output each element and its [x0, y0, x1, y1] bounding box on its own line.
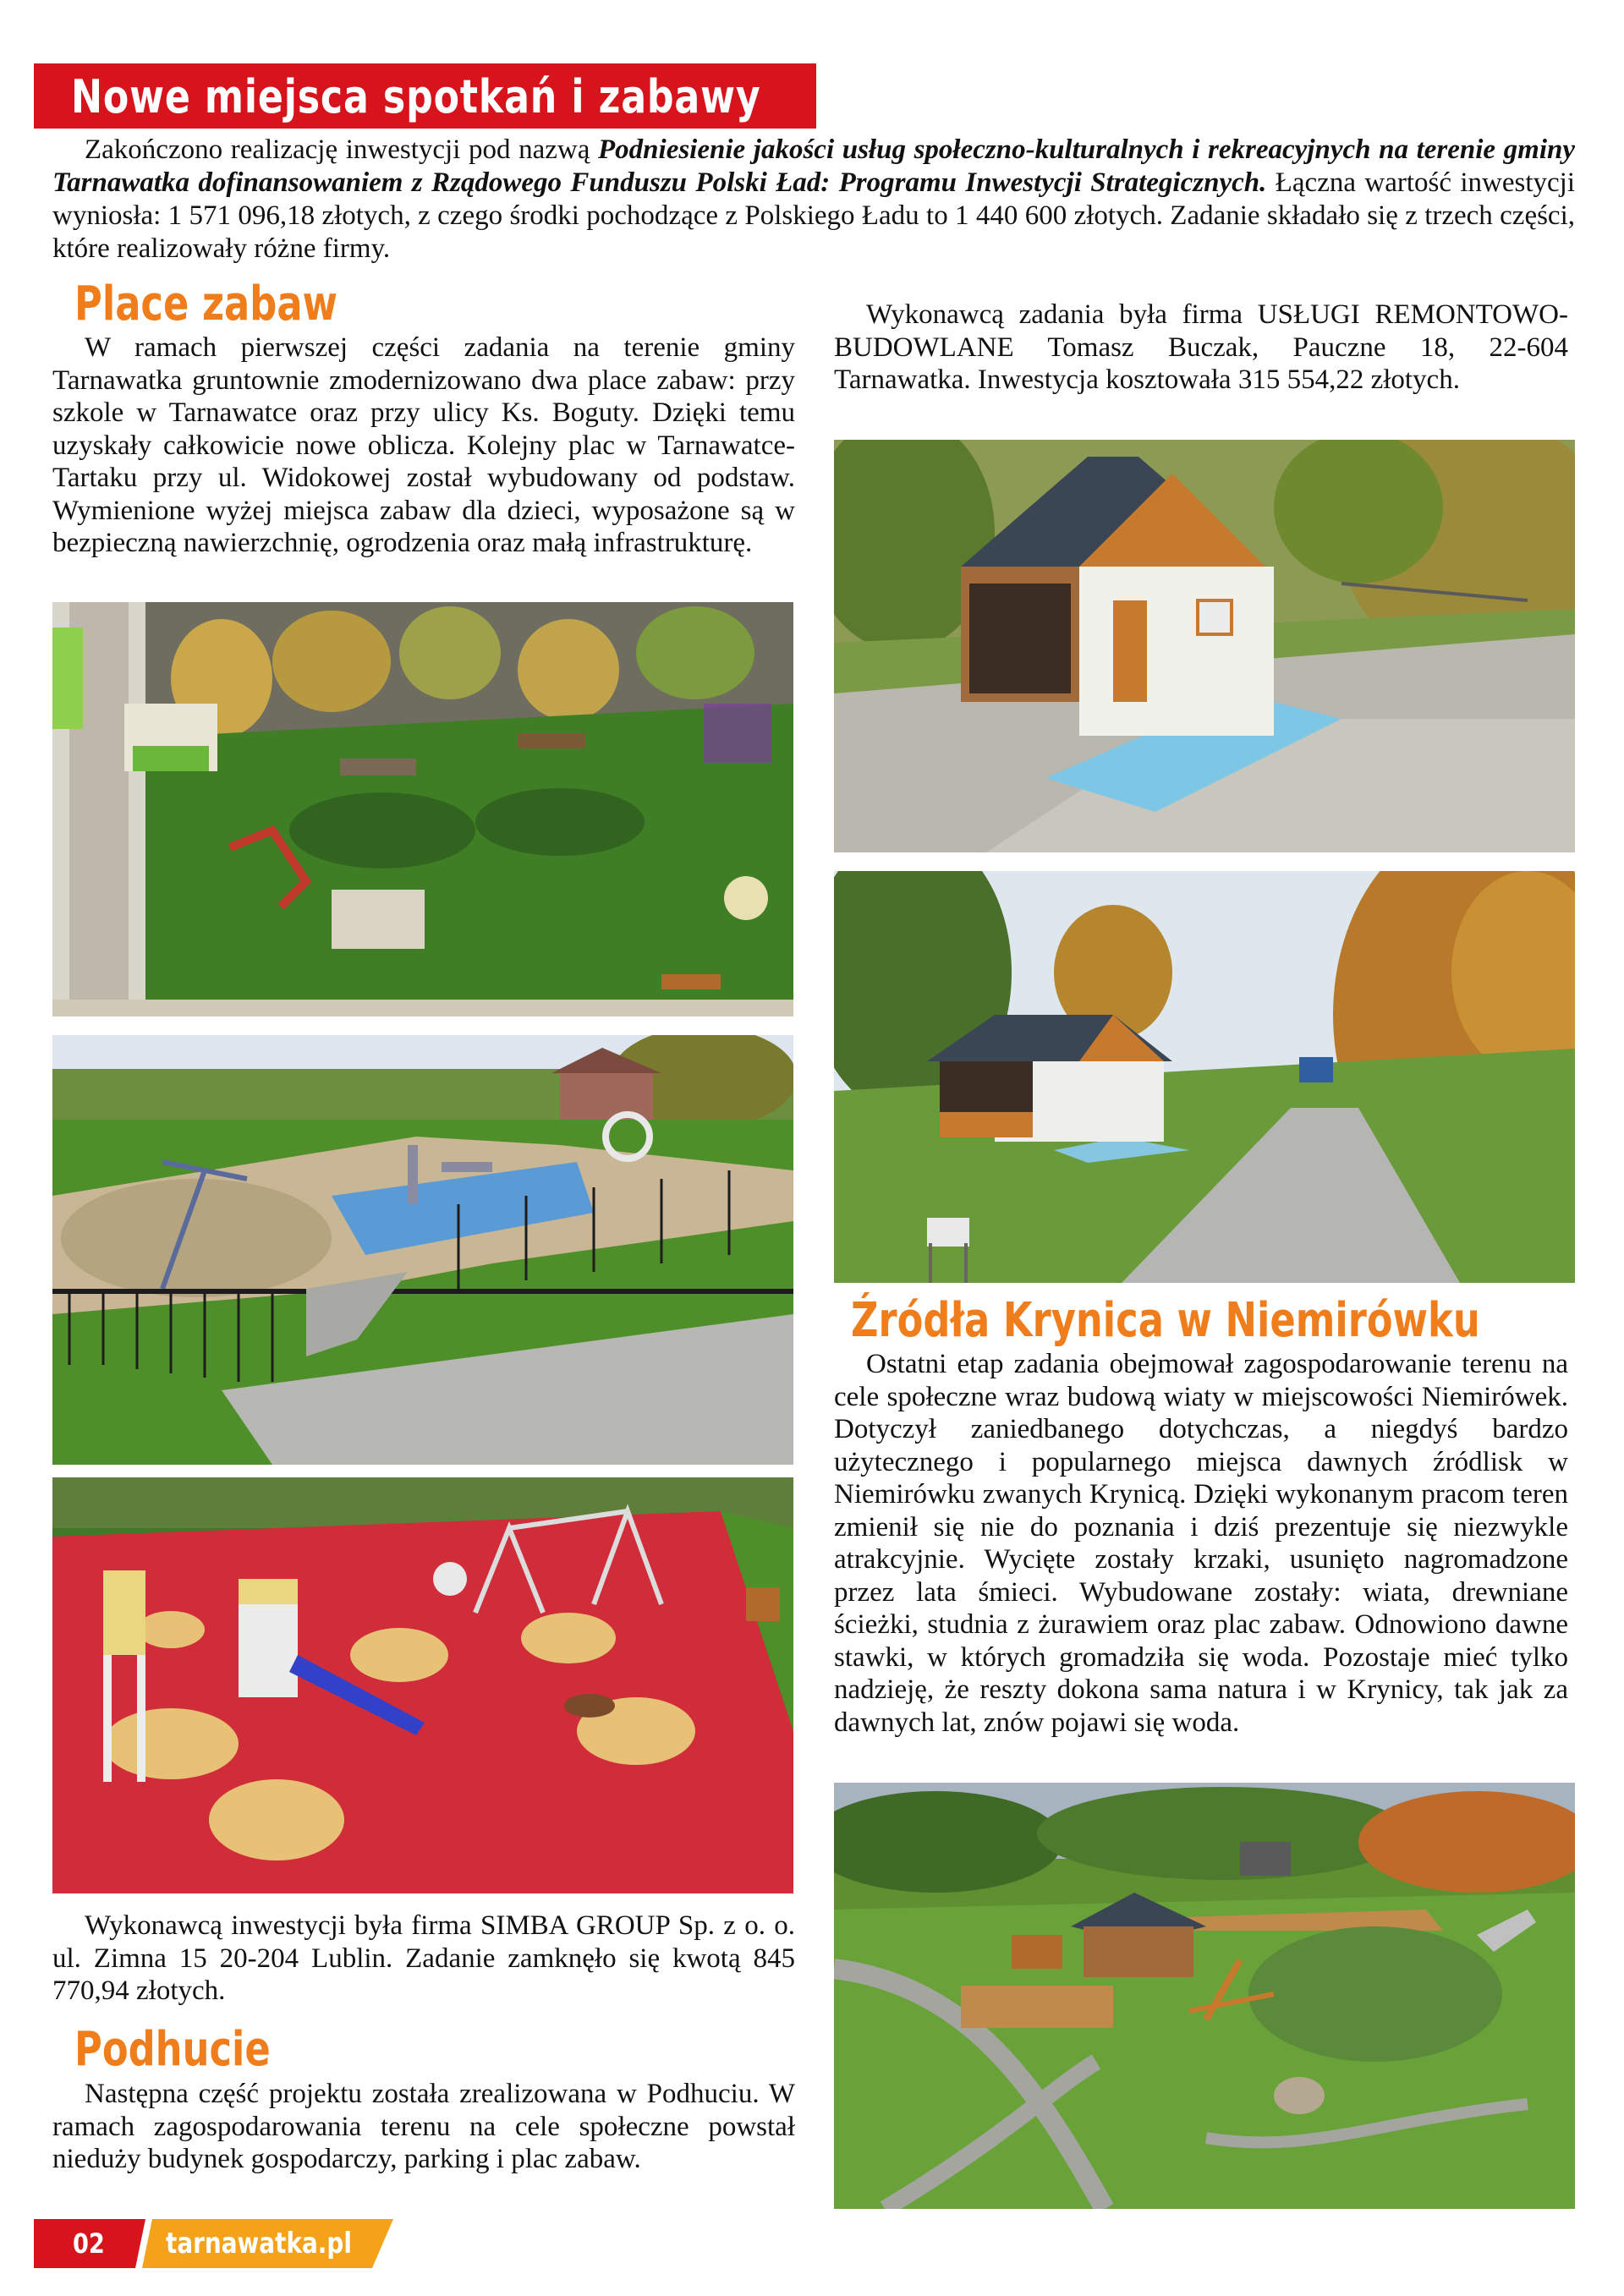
podhucie-paragraph	[52, 2078, 795, 2176]
place-zabaw-contractor-text: Wykonawcą inwestycji była firma SIMBA GROUP Sp. z o. o. ul. Zimna 15 20-204 Lublin. Zadanie zamknęło się kwotą 845 770,94 złotych.	[52, 1910, 795, 2006]
page-number: 02	[73, 2228, 105, 2260]
krynica-text: Ostatni etap zadania obejmował zagospodarowanie terenu na cele społeczne wraz budową wiaty w miejscowości Niemirówek. Dotyczył zaniedbanego dotychczas, a niegdyś bardzo użytecznego i popularnego miejsca dawnych źródlisk w Niemirówku zwanych Krynicą. Dzięki wykonanym pracom teren zmienił się nie do poznania i dziś prezentuje się niezwykle atrakcyjnie. Wycięte zostały krzaki, usunięto nagromadzone przez lata śmieci. Wybudowane zostały: wiata, drewniane ścieżki, studnia z żurawiem oraz plac zabaw. Odnowiono dawne stawki, w których gromadziła się woda. Pozostaje mieć tylko nadzieję, że reszty dokona sama natura i w Krynicy, tak jak za dawnych lat, znów pojawi się woda.	[834, 1349, 1568, 1738]
place-zabaw-contractor	[52, 1910, 795, 2008]
page-title: Nowe miejsca spotkań i zabawy	[71, 70, 761, 123]
lead-intro: Zakończono realizację inwestycji pod nazwą	[85, 134, 599, 165]
photo-podhucie-wide	[834, 871, 1575, 1283]
heading-krynica: Źródła Krynica w Niemirówku	[851, 1293, 1480, 1348]
krynica-paragraph	[834, 1348, 1568, 1739]
photo-playground-fenced	[52, 1035, 793, 1465]
photo-red-playground	[52, 1477, 793, 1893]
podhucie-contractor	[834, 299, 1568, 397]
lead-value-text: Łączna wartość inwestycji wyniosła: 1 571 096,18 złotych, z czego środki pochodzące z Polskiego Ładu to 1 440 600 złotych. Zadanie składało się z trzech części, które realizowały różne firmy.	[52, 167, 1576, 264]
site-link[interactable]: tarnawatka.pl	[166, 2227, 352, 2260]
photo-podhucie-building	[834, 440, 1575, 852]
photo-school-playground-aerial	[52, 602, 793, 1016]
heading-podhucie: Podhucie	[74, 2022, 271, 2077]
lead-project-name: Podniesienie jakości usług społeczno-kulturalnych i rekreacyjnych na terenie gminy Tarnawatka dofinansowaniem z Rządowego Funduszu Polski Ład: Programu Inwestycji Strategicznych.	[52, 134, 1576, 198]
place-zabaw-text: W ramach pierwszej części zadania na terenie gminy Tarnawatka gruntownie zmodernizowano dwa place zabaw: przy szkole w Tarnawatce oraz przy ulicy Ks. Boguty. Dzięki temu uzyskały całkowicie nowe oblicza. Kolejny plac w Tarnawatce-Tartaku przy ul. Widokowej został wybudowany od podstaw. Wymienione wyżej miejsca zabaw dla dzieci, wyposażone są w bezpieczną nawierzchnię, ogrodzenia oraz małą infrastrukturę.	[52, 332, 795, 558]
podhucie-contractor-text: Wykonawcą zadania była firma USŁUGI REMONTOWO-BUDOWLANE Tomasz Buczak, Paucznе 18, 22-604 Tarnawatka. Inwestycja kosztowała 315 554,22 złotych.	[834, 299, 1568, 395]
podhucie-text: Następna część projektu została zrealizowana w Podhuciu. W ramach zagospodarowania terenu na cele społeczne powstał nieduży budynek gospodarczy, parking i plac zabaw.	[52, 2079, 795, 2174]
lead-paragraph	[52, 134, 1575, 266]
heading-place-zabaw: Place zabaw	[74, 277, 337, 332]
photo-krynica-aerial	[834, 1783, 1575, 2209]
place-zabaw-paragraph	[52, 332, 795, 560]
